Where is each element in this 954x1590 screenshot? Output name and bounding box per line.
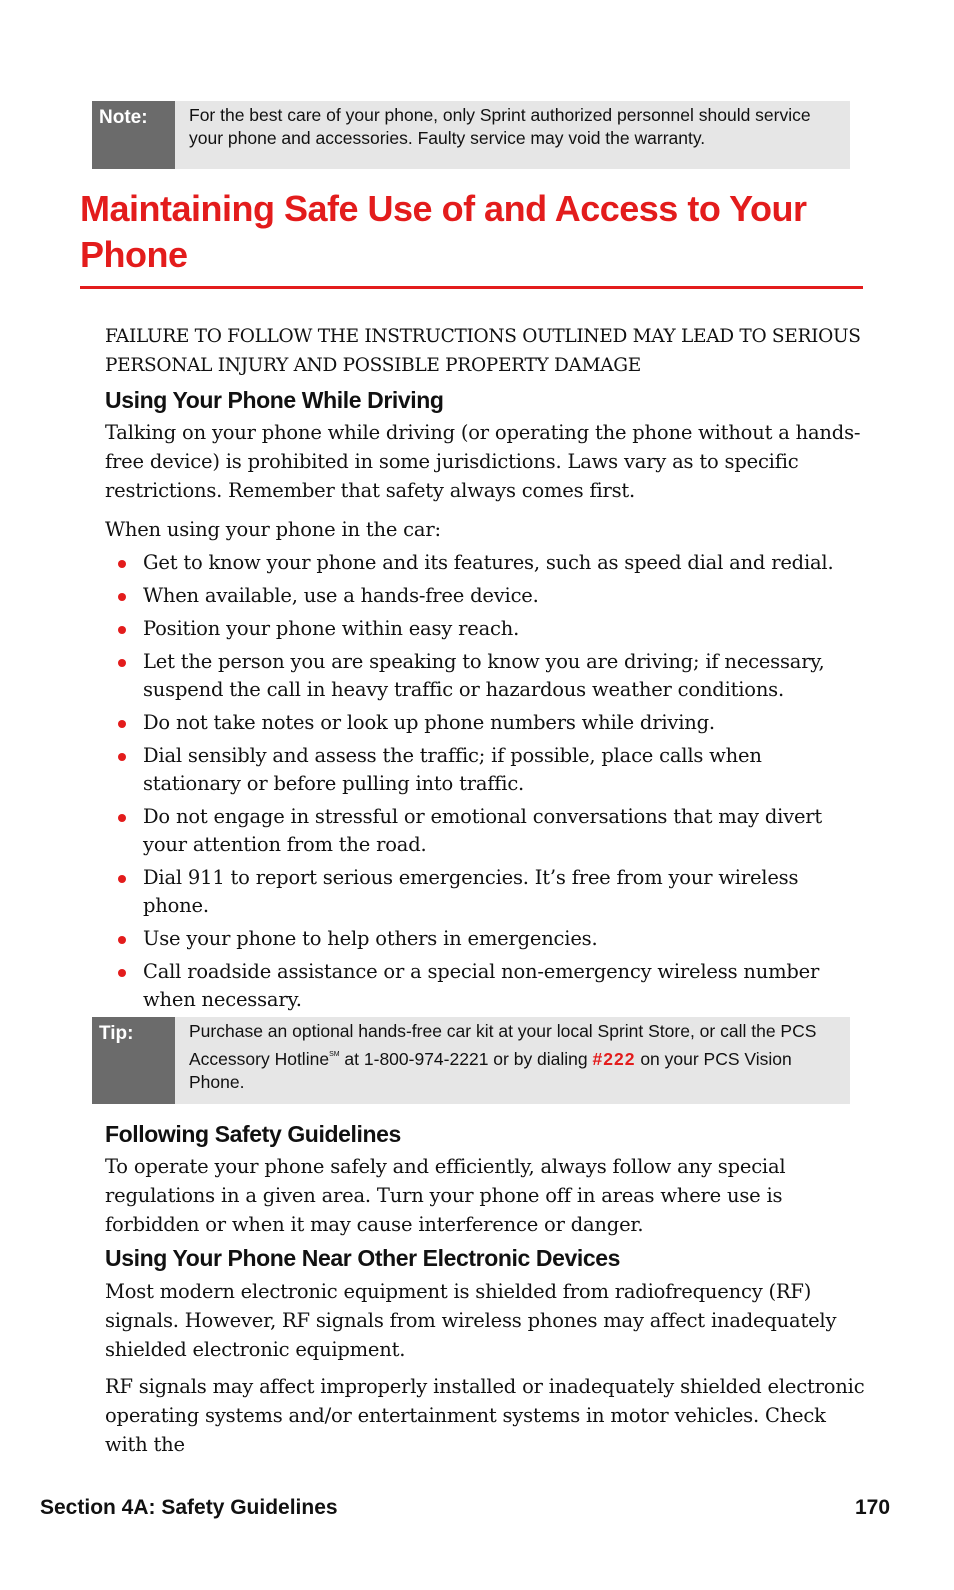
bullet-item bbox=[105, 864, 865, 920]
heading-driving: Using Your Phone While Driving bbox=[105, 387, 444, 413]
driving-paragraph: Talking on your phone while driving (or operating the phone without a hands-free device) is prohibited in some jurisdictions. Laws vary as to specific restrictions. Remember that safety always comes first. bbox=[105, 421, 861, 502]
bullet-text: Let the person you are speaking to know you are driving; if necessary, suspend the call in heavy traffic or hazardous weather conditions. bbox=[143, 650, 825, 701]
bullet-text: Call roadside assistance or a special non-emergency wireless number when necessary. bbox=[143, 960, 820, 1011]
bullet-icon bbox=[118, 753, 126, 761]
tip-text-part: Purchase an optional hands-free car kit at your local Sprint Store, or call the PCS Accessory Hotline bbox=[189, 1021, 817, 1069]
service-mark: SM bbox=[329, 1051, 340, 1058]
driving-bullet-list bbox=[105, 549, 865, 1019]
bullet-icon bbox=[118, 875, 126, 883]
note-text: For the best care of your phone, only Sprint authorized personnel should service your phone and accessories. Faulty service may void the warranty. bbox=[189, 105, 811, 148]
tip-text bbox=[175, 1017, 850, 1104]
bullet-text: Dial 911 to report serious emergencies. It’s free from your wireless phone. bbox=[143, 866, 799, 917]
bullet-icon bbox=[118, 720, 126, 728]
heading-electronic: Using Your Phone Near Other Electronic Devices bbox=[105, 1245, 621, 1271]
bullet-item bbox=[105, 742, 865, 798]
tip-label: Tip: bbox=[92, 1017, 175, 1104]
bullet-item bbox=[105, 648, 865, 704]
tip-box bbox=[92, 1017, 850, 1104]
bullet-text: Use your phone to help others in emergencies. bbox=[143, 927, 598, 950]
bullet-icon bbox=[118, 593, 126, 601]
warning-text: FAILURE TO FOLLOW THE INSTRUCTIONS OUTLINED MAY LEAD TO SERIOUS PERSONAL INJURY AND POSSIBLE PROPERTY DAMAGE bbox=[105, 326, 861, 376]
tip-text-part: on your PCS Vision Phone. bbox=[189, 1049, 792, 1092]
electronic-paragraph-1: Most modern electronic equipment is shielded from radiofrequency (RF) signals. However, RF signals from wireless phones may affect inadequately shielded electronic equipment. bbox=[105, 1280, 837, 1361]
bullet-item bbox=[105, 549, 865, 577]
title-rule bbox=[80, 286, 863, 289]
bullet-icon bbox=[118, 969, 126, 977]
bullet-icon bbox=[118, 659, 126, 667]
bullet-text: Do not engage in stressful or emotional conversations that may divert your attention from the road. bbox=[143, 805, 823, 856]
page-title: Maintaining Safe Use of and Access to Your Phone bbox=[80, 188, 807, 275]
bullet-item bbox=[105, 958, 865, 1014]
bullet-item bbox=[105, 615, 865, 643]
bullet-icon bbox=[118, 626, 126, 634]
bullet-item bbox=[105, 803, 865, 859]
bullet-icon bbox=[118, 560, 126, 568]
guidelines-paragraph: To operate your phone safely and efficiently, always follow any special regulations in a given area. Turn your phone off in areas where use is forbidden or when it may cause interference or danger. bbox=[105, 1155, 786, 1236]
bullet-text: Dial sensibly and assess the traffic; if possible, place calls when stationary or before pulling into traffic. bbox=[143, 744, 762, 795]
bullet-item bbox=[105, 925, 865, 953]
electronic-paragraph-2: RF signals may affect improperly installed or inadequately shielded electronic operating systems and/or entertainment systems in motor vehicles. Check with the bbox=[105, 1375, 865, 1456]
heading-guidelines: Following Safety Guidelines bbox=[105, 1121, 401, 1147]
dial-code: #222 bbox=[592, 1049, 636, 1069]
bullet-item bbox=[105, 709, 865, 737]
driving-intro: When using your phone in the car: bbox=[105, 518, 441, 541]
bullet-text: Position your phone within easy reach. bbox=[143, 617, 520, 640]
bullet-text: Do not take notes or look up phone numbers while driving. bbox=[143, 711, 715, 734]
bullet-text: When available, use a hands-free device. bbox=[143, 584, 539, 607]
bullet-item bbox=[105, 582, 865, 610]
bullet-icon bbox=[118, 814, 126, 822]
note-label: Note: bbox=[92, 101, 175, 169]
tip-text-part: at 1-800-974-2221 or by dialing bbox=[339, 1049, 593, 1069]
bullet-text: Get to know your phone and its features, such as speed dial and redial. bbox=[143, 551, 834, 574]
page-number: 170 bbox=[855, 1496, 891, 1519]
bullet-icon bbox=[118, 936, 126, 944]
footer-section: Section 4A: Safety Guidelines bbox=[40, 1496, 338, 1519]
note-box bbox=[92, 101, 850, 169]
